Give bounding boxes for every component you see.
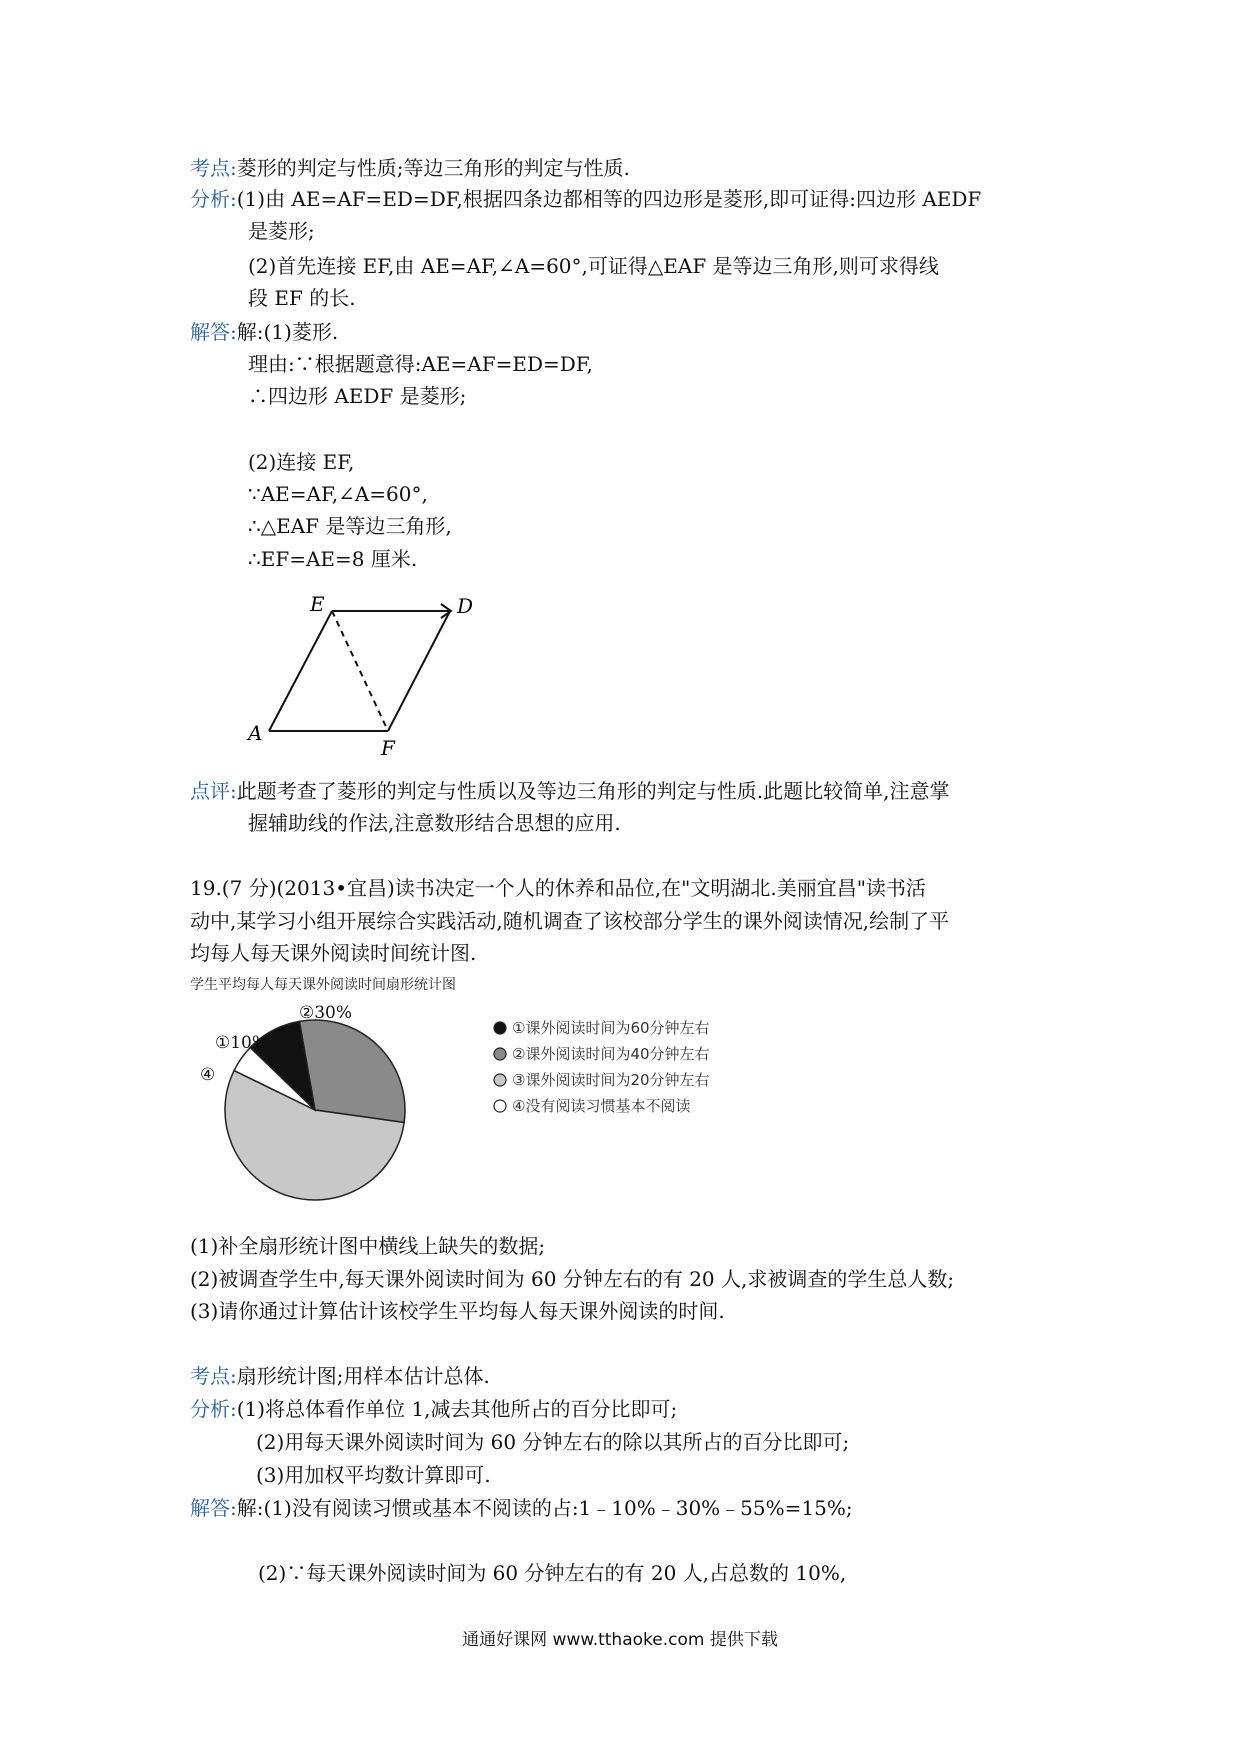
jieda-line-5: ∵AE=AF,∠A=60°, (248, 482, 428, 506)
legend-swatch-4 (494, 1100, 506, 1112)
segment-fd (388, 611, 450, 731)
kaodian-text-2: 扇形统计图;用样本估计总体. (236, 1364, 490, 1388)
kaodian-line-1 (190, 153, 630, 183)
segment-ef-dashed (332, 611, 388, 731)
kaodian-tag-2: 考点: (190, 1364, 237, 1388)
dianping-line-1 (190, 776, 949, 806)
dianping-tag: 点评: (190, 779, 237, 803)
fenxi-line-1 (190, 184, 981, 214)
legend-swatch-3 (494, 1074, 506, 1086)
fenxi-line-2-2: (2)用每天课外阅读时间为 60 分钟左右的除以其所占的百分比即可; (256, 1430, 850, 1454)
fenxi-line-2b: 段 EF 的长. (248, 286, 356, 310)
jieda-line-2: 理由:∵根据题意得:AE=AF=ED=DF, (248, 352, 593, 376)
jieda-line-2-2: (2)∵每天课外阅读时间为 60 分钟左右的有 20 人,占总数的 10%, (258, 1561, 847, 1585)
pie-label-1: ①10% (215, 1033, 269, 1053)
fenxi-line-2a: (2)首先连接 EF,由 AE=AF,∠A=60°,可证得△EAF 是等边三角形,则可求得线 (248, 254, 939, 278)
jieda-tag-2: 解答: (190, 1496, 237, 1520)
pie-label-2: ②30% (299, 1003, 353, 1023)
legend-label-1: ①课外阅读时间为60分钟左右 (512, 1019, 710, 1037)
q19-sub-2: (2)被调查学生中,每天课外阅读时间为 60 分钟左右的有 20 人,求被调查的学生总人数; (190, 1267, 955, 1291)
jieda-text: 解:(1)菱形. (236, 320, 339, 344)
jieda-tag: 解答: (190, 320, 237, 344)
label-d: D (457, 594, 474, 618)
fenxi-line-2-3: (3)用加权平均数计算即可. (256, 1463, 491, 1487)
pie-chart (200, 1000, 760, 1230)
legend-label-3: ③课外阅读时间为20分钟左右 (512, 1071, 710, 1089)
rhombus-figure (245, 585, 495, 760)
jieda-line-4: (2)连接 EF, (248, 450, 355, 474)
legend-swatch-2 (494, 1048, 506, 1060)
dianping-line-2: 握辅助线的作法,注意数形结合思想的应用. (248, 811, 621, 835)
fenxi-line-2-1 (190, 1394, 677, 1424)
jieda-text-2: 解:(1)没有阅读习惯或基本不阅读的占:1﹣10%﹣30%﹣55%=15%; (236, 1496, 853, 1520)
legend-swatch-1 (494, 1022, 506, 1034)
label-e: E (310, 592, 325, 616)
jieda-line-1 (190, 317, 338, 347)
fenxi-tag-2: 分析: (190, 1397, 237, 1421)
fenxi-text-2: (1)将总体看作单位 1,减去其他所占的百分比即可; (236, 1397, 678, 1421)
kaodian-text: 菱形的判定与性质;等边三角形的判定与性质. (236, 156, 630, 180)
fenxi-line-1b: 是菱形; (248, 219, 315, 243)
q19-sub-3: (3)请你通过计算估计该校学生平均每人每天课外阅读的时间. (190, 1299, 725, 1323)
jieda-line-6: ∴△EAF 是等边三角形, (248, 514, 452, 538)
q19-line-3: 均每人每天课外阅读时间统计图. (190, 941, 477, 965)
jieda-line-3: ∴四边形 AEDF 是菱形; (248, 384, 467, 408)
jieda-line-2-1 (190, 1493, 853, 1523)
q19-sub-1: (1)补全扇形统计图中横线上缺失的数据; (190, 1234, 546, 1258)
fenxi-tag: 分析: (190, 187, 237, 211)
pie-label-4: ④ (200, 1065, 216, 1085)
kaodian-line-2 (190, 1361, 490, 1391)
legend-label-4: ④没有阅读习惯基本不阅读 (512, 1097, 691, 1115)
dianping-text: 此题考查了菱形的判定与性质以及等边三角形的判定与性质.此题比较简单,注意掌 (236, 779, 950, 803)
chart-title: 学生平均每人每天课外阅读时间扇形统计图 (190, 977, 456, 993)
legend-label-2: ②课外阅读时间为40分钟左右 (512, 1045, 710, 1063)
fenxi-text: (1)由 AE=AF=ED=DF,根据四条边都相等的四边形是菱形,即可证得:四边形 AEDF (236, 187, 982, 211)
label-f: F (381, 736, 395, 760)
page-footer: 通通好课网 www.tthaoke.com 提供下载 (462, 1630, 778, 1650)
jieda-line-7: ∴EF=AE=8 厘米. (248, 547, 418, 571)
kaodian-tag: 考点: (190, 156, 237, 180)
q19-line-1: 19.(7 分)(2013•宜昌)读书决定一个人的休养和品位,在"文明湖北.美丽宜昌"读书活 (190, 876, 926, 900)
segment-ea (269, 611, 332, 731)
q19-line-2: 动中,某学习小组开展综合实践活动,随机调查了该校部分学生的课外阅读情况,绘制了平 (190, 909, 950, 933)
label-a: A (248, 721, 263, 745)
